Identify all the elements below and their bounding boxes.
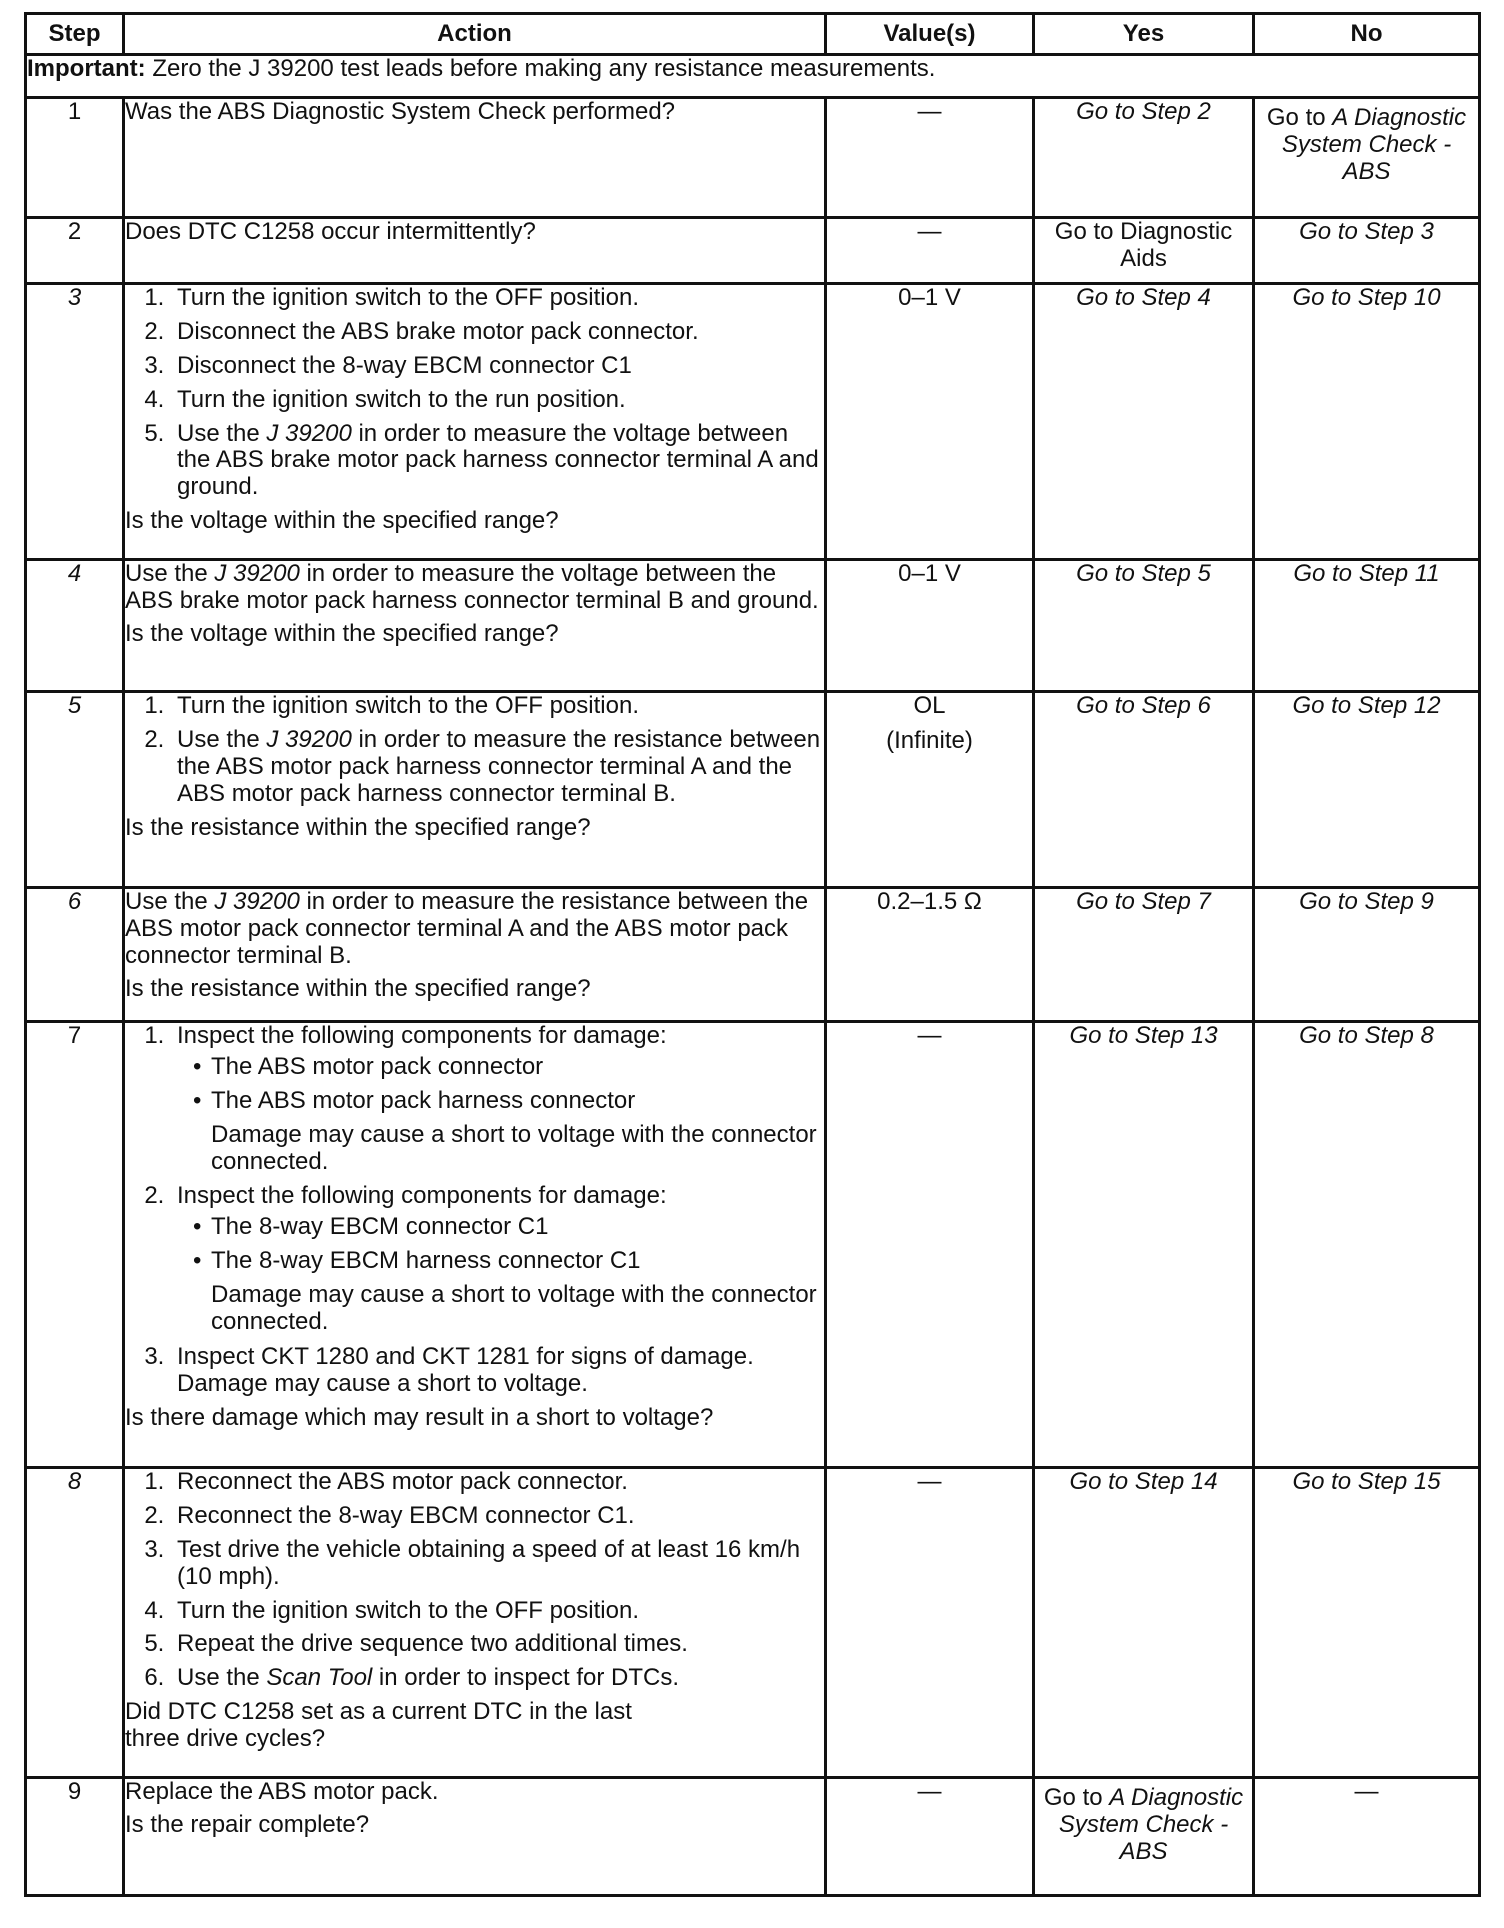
yes-cell [1034,284,1254,560]
value-cell [826,692,1034,888]
step-text: in order to measure the resistance between the ABS motor pack harness connector terminal A and the ABS motor pack harness connector terminal B. [177,725,821,807]
action-cell [124,1022,826,1468]
yes-link[interactable]: Go to Step 13 [1069,1022,1218,1049]
no-link[interactable]: Go to Step 11 [1293,560,1440,587]
action-step [171,1665,824,1692]
action-steps [125,285,824,501]
action-question: Did DTC C1258 set as a current DTC in the last three drive cycles? [125,1698,632,1752]
step-number: 7 [26,1022,124,1468]
action-step: 1. Turn the ignition switch to the OFF position. [171,693,824,720]
action-text: Does DTC C1258 occur intermittently? [125,218,536,245]
no-link[interactable]: Go to Step 3 [1299,218,1434,245]
yes-cell [1034,888,1254,1022]
important-label: Important: [27,55,146,82]
no-cell [1254,888,1480,1022]
step-number: 1 [26,98,124,218]
damage-note: Damage may cause a short to voltage with the connector connected. [211,1120,817,1175]
action-question: Is the resistance within the specified range? [125,974,591,1002]
step-number: 3 [26,284,124,560]
important-text: Zero the J 39200 test leads before making any resistance measurements. [145,55,936,82]
no-cell [1254,560,1480,692]
action-question: Is the voltage within the specified range? [125,619,559,647]
value-cell: — [826,1468,1034,1778]
step-text: Use the [125,560,215,587]
step-text: Use the [177,1664,267,1692]
yes-link[interactable]: A Diagnostic System Check - ABS [1058,1784,1244,1865]
step-text: Inspect the following components for damage: [177,1022,667,1049]
damage-note: Damage may cause a short to voltage with the connector connected. [211,1281,817,1335]
action-step [171,421,824,502]
no-link[interactable]: Go to Step 10 [1292,284,1441,311]
no-cell [1254,218,1480,284]
no-cell [1254,284,1480,560]
step-text: in order to measure the resistance between the ABS motor pack connector terminal A and the ABS motor pack connector terminal B. [125,888,809,969]
yes-link[interactable]: Go to Step 7 [1076,888,1211,915]
diagnostic-table [24,12,1481,1897]
action-step [171,1023,824,1175]
bullet-list [177,1054,824,1115]
action-step: 3. Inspect CKT 1280 and CKT 1281 for signs of damage. Damage may cause a short to voltage. [171,1344,824,1398]
action-cell [124,888,826,1022]
action-step: 3. Test drive the vehicle obtaining a speed of at least 16 km/h (10 mph). [171,1537,824,1591]
yes-cell [1034,692,1254,888]
no-cell [1254,1022,1480,1468]
bullet-item: • The 8-way EBCM connector C1 [211,1214,824,1241]
action-step: 1. Reconnect the ABS motor pack connector. [171,1469,824,1496]
yes-link[interactable]: Go to Step 2 [1076,98,1211,125]
action-step: 1. Turn the ignition switch to the OFF position. [171,285,824,312]
step-number: 5 [26,692,124,888]
value-cell: 0–1 V [826,560,1034,692]
yes-cell [1034,1778,1254,1896]
step-text: in order to measure the voltage between the ABS brake motor pack harness connector terminal A and ground. [177,419,819,501]
action-question: Is the repair complete? [125,1810,370,1838]
value-cell: — [826,98,1034,218]
step-number: 4 [26,560,124,692]
action-step: 4. Turn the ignition switch to the run position. [171,387,824,414]
header-action: Action [124,14,826,55]
yes-link[interactable]: Go to Step 6 [1076,692,1211,719]
table-row [26,218,1480,284]
action-steps [125,693,824,808]
action-step [171,727,824,808]
value-cell: 0–1 V [826,284,1034,560]
action-cell [124,1468,826,1778]
bullet-item: • The 8-way EBCM harness connector C1 [211,1248,824,1275]
action-question: Is the voltage within the specified range? [125,507,559,535]
action-step: 2. Reconnect the 8-way EBCM connector C1. [171,1503,824,1530]
step-text: Use the [177,419,267,447]
table-row [26,560,1480,692]
step-text: Inspect the following components for damage: [177,1182,667,1210]
step-number: 8 [26,1468,124,1778]
value-cell: — [826,1022,1034,1468]
action-cell [124,692,826,888]
table-row [26,888,1480,1022]
header-row [26,14,1480,55]
action-question: Is the resistance within the specified range? [125,813,591,841]
step-text: in order to inspect for DTCs. [372,1664,680,1692]
action-text: Replace the ABS motor pack. [125,1778,439,1805]
header-yes: Yes [1034,14,1254,55]
tool-name: J 39200 [214,560,300,587]
yes-cell [1034,1022,1254,1468]
action-text: Was the ABS Diagnostic System Check performed? [125,98,676,125]
table-row [26,1778,1480,1896]
important-note [26,55,1480,98]
header-values: Value(s) [826,14,1034,55]
tool-name: J 39200 [266,725,352,753]
action-question: Is there damage which may result in a short to voltage? [125,1403,714,1431]
action-cell [124,284,826,560]
header-no: No [1254,14,1480,55]
step-number: 6 [26,888,124,1022]
yes-cell [1034,560,1254,692]
action-text [125,561,824,615]
header-step: Step [26,14,124,55]
action-cell [124,218,826,284]
action-text [125,889,824,970]
action-step: 5. Repeat the drive sequence two additional times. [171,1631,824,1658]
table-row [26,98,1480,218]
yes-cell [1034,1468,1254,1778]
action-step: 4. Turn the ignition switch to the OFF position. [171,1598,824,1625]
step-text: in order to measure the voltage between the ABS brake motor pack harness connector terminal B and ground. [125,560,819,614]
step-number: 2 [26,218,124,284]
yes-link[interactable]: Go to Step 5 [1076,560,1211,587]
table-row [26,284,1480,560]
yes-cell [1034,218,1254,284]
value-cell: — [826,1778,1034,1896]
bullet-item: • The ABS motor pack connector [211,1054,824,1081]
yes-prefix: Go to [1043,1784,1110,1811]
action-cell [124,98,826,218]
step-number: 9 [26,1778,124,1896]
no-link[interactable]: Go to Step 8 [1299,1022,1434,1049]
important-row [26,55,1480,98]
table-row [26,692,1480,888]
no-cell: — [1254,1778,1480,1896]
bullet-item: • The ABS motor pack harness connector [211,1088,824,1115]
table-row [26,1468,1480,1778]
tool-name: J 39200 [214,888,300,915]
action-steps [125,1469,824,1692]
yes-link[interactable]: Go to Step 14 [1069,1468,1218,1495]
action-step [171,1183,824,1335]
step-text: Use the [177,725,267,753]
action-steps [125,1023,824,1398]
table-row [26,1022,1480,1468]
no-cell [1254,98,1480,218]
value-line: OL [913,692,946,719]
no-link[interactable]: A Diagnostic System Check - ABS [1281,104,1467,185]
no-prefix: Go to [1266,104,1333,131]
tool-name: Scan Tool [266,1664,373,1692]
bullet-list [177,1214,824,1275]
value-cell: 0.2–1.5 Ω [826,888,1034,1022]
no-link[interactable]: Go to Step 15 [1292,1468,1441,1495]
yes-link[interactable]: Go to Step 4 [1076,284,1211,311]
no-cell [1254,692,1480,888]
tool-name: J 39200 [266,419,352,447]
yes-cell [1034,98,1254,218]
no-link[interactable]: Go to Step 12 [1292,692,1441,719]
yes-link[interactable]: Go to Diagnostic Aids [1054,218,1233,272]
action-cell [124,560,826,692]
step-text: Use the [125,888,215,915]
no-cell [1254,1468,1480,1778]
value-line: (Infinite) [886,726,973,754]
action-step: 3. Disconnect the 8-way EBCM connector C1 [171,353,824,380]
action-cell [124,1778,826,1896]
value-cell: — [826,218,1034,284]
no-link[interactable]: Go to Step 9 [1299,888,1434,915]
action-step: 2. Disconnect the ABS brake motor pack connector. [171,319,824,346]
